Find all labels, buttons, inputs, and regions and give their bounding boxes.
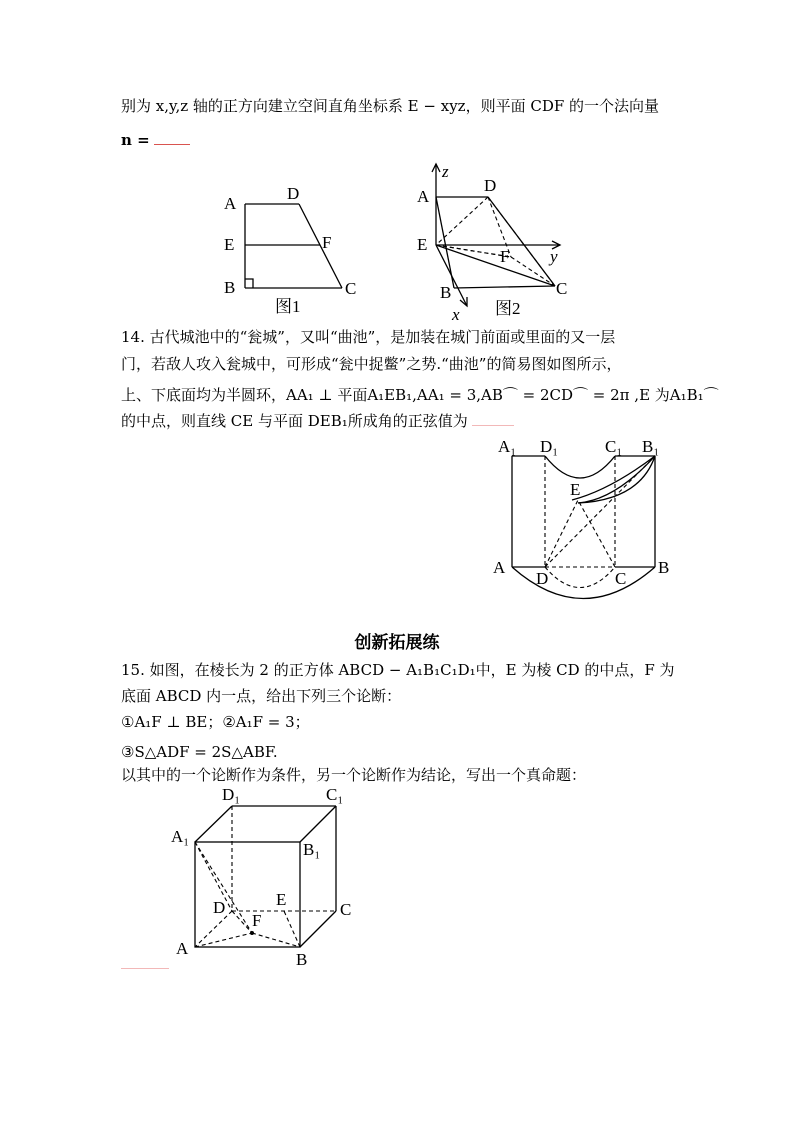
- q14-line1: 14. 古代城池中的“瓮城”，又叫“曲池”，是加装在城门前面或里面的又一层: [121, 328, 616, 346]
- q15-line1: 15. 如图，在棱长为 2 的正方体 ABCD − A₁B₁C₁D₁中，E 为棱 CD 的中点，F 为: [121, 661, 675, 679]
- fig3-label-E: E: [570, 480, 581, 499]
- q15-line3: ①A₁F ⊥ BE；②A₁F = 3；: [121, 713, 310, 731]
- fig4-label-B1: B₁: [303, 840, 321, 859]
- fig2-label-A: A: [417, 187, 430, 206]
- fig3-label-A1: A₁: [498, 437, 517, 456]
- figure-1: [215, 180, 365, 345]
- fig4-label-F: F: [252, 911, 262, 930]
- fig4-label-C1: C₁: [326, 785, 344, 804]
- q14-line4: [121, 411, 514, 431]
- q14-answer-blank: [472, 411, 514, 426]
- point-F: [250, 931, 254, 935]
- fig3-label-C1: C₁: [605, 437, 623, 456]
- fig1-label-C: C: [345, 279, 357, 298]
- fig4-label-A1: A₁: [171, 827, 190, 846]
- fig2-label-z: z: [442, 162, 449, 181]
- fig1-label-E: E: [224, 235, 235, 254]
- fig4-label-C: C: [340, 900, 352, 919]
- fig3-label-B1: B₁: [642, 437, 660, 456]
- fig1-label-D: D: [287, 184, 300, 203]
- fig2-label-E: E: [417, 235, 428, 254]
- section-title: 创新拓展练: [354, 633, 440, 653]
- fig2-label-F: F: [500, 247, 510, 266]
- fig2-label-B: B: [440, 283, 452, 302]
- fig1-caption: 图1: [275, 297, 301, 316]
- fig3-label-A: A: [493, 558, 506, 577]
- fig3-label-B: B: [658, 558, 670, 577]
- fig2-label-y: y: [550, 247, 558, 266]
- fig3-label-D: D: [536, 569, 549, 588]
- q15-line4: ③S△ADF = 2S△ABF.: [121, 743, 278, 761]
- q14-line4-text: 的中点，则直线 CE 与平面 DEB₁所成角的正弦值为: [121, 412, 468, 430]
- fig4-label-A: A: [176, 939, 189, 958]
- fig1-label-F: F: [322, 233, 332, 252]
- fig4-label-D: D: [213, 898, 226, 917]
- fig2-caption: 图2: [495, 299, 521, 318]
- fig3-label-C: C: [615, 569, 627, 588]
- fig1-label-A: A: [224, 194, 237, 213]
- q15-answer-blank: [121, 968, 169, 969]
- fig2-label-D: D: [484, 176, 497, 195]
- figure-3: [490, 430, 690, 615]
- normal-vector-label: n =: [121, 131, 150, 149]
- fig2-label-x: x: [452, 305, 460, 324]
- q13-line1: 别为 x,y,z 轴的正方向建立空间直角坐标系 E − xyz，则平面 CDF 的一个法向量: [121, 97, 660, 115]
- q14-line3: 上、下底面均为半圆环，AA₁ ⊥ 平面A₁EB₁,AA₁ = 3,AB⌒ = 2CD⌒ = 2π ,E 为A₁B₁⌒: [121, 386, 719, 404]
- answer-blank: [154, 130, 190, 145]
- q13-line2: [121, 130, 190, 150]
- q14-line2: 门，若敌人攻入瓮城中，可形成“瓮中捉鳖”之势.“曲池”的简易图如图所示，: [121, 355, 622, 373]
- q15-line2: 底面 ABCD 内一点，给出下列三个论断：: [121, 687, 402, 705]
- q15-line5: 以其中的一个论断作为条件，另一个论断作为结论，写出一个真命题：: [121, 766, 587, 784]
- figure-2: [410, 160, 580, 350]
- fig4-label-B: B: [296, 950, 308, 969]
- fig2-label-C: C: [556, 279, 568, 298]
- fig4-label-E: E: [276, 890, 287, 909]
- fig1-label-B: B: [224, 278, 236, 297]
- fig4-label-D1: D₁: [222, 785, 241, 804]
- figure-4: [168, 780, 368, 975]
- fig3-label-D1: D₁: [540, 437, 559, 456]
